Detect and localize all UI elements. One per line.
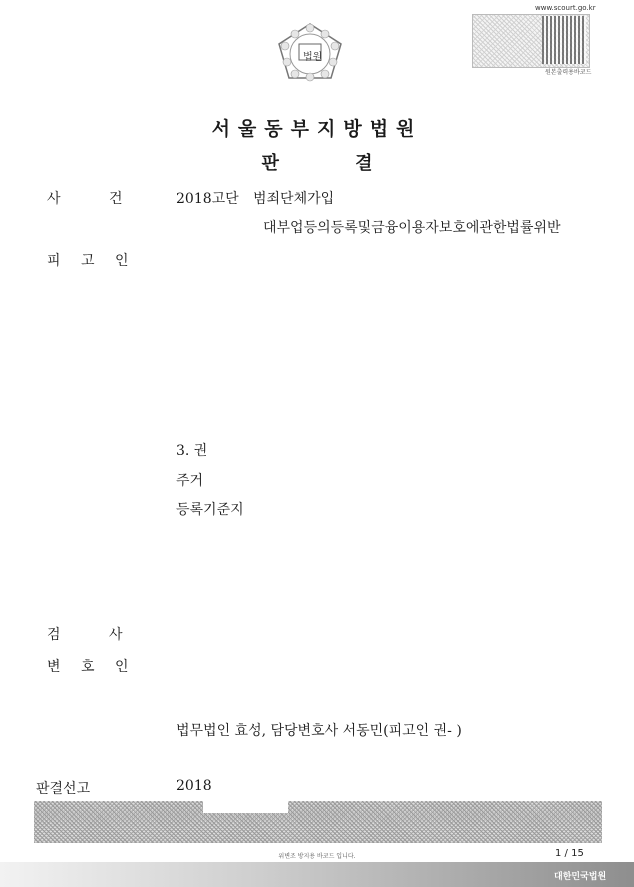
document-type: 판 결: [261, 153, 373, 174]
footer-org: 대한민국법원: [554, 872, 607, 882]
prosecutor-label: 검 사: [47, 627, 123, 643]
charge-1: 범죄단체가입: [253, 191, 335, 207]
case-label: 사 건: [47, 191, 123, 207]
case-number: 2018고단: [176, 191, 239, 207]
counsel-value: 법무법인 효성, 담당변호사 서동민(피고인 권- ): [176, 723, 462, 739]
qr-code-icon: [542, 16, 586, 64]
anti-forgery-barcode: [34, 801, 602, 843]
verdict-date-label: 판결선고: [36, 781, 91, 797]
defendant-address: 주거: [176, 473, 204, 489]
seal-text: 법원: [303, 52, 323, 63]
barcode-note: 위변조 방지용 바코드 입니다.: [278, 853, 356, 860]
charge-2: 대부업등의등록및금융이용자보호에관한법률위반: [263, 220, 561, 236]
page-number: 1 / 15: [555, 848, 584, 859]
barcode-caption: 원본출력용바코드: [545, 69, 592, 76]
footer-band: [0, 862, 634, 887]
defendant-name: 3. 권: [176, 443, 208, 459]
defendant-registered-address: 등록기준지: [176, 502, 244, 518]
verdict-date: 2018: [176, 778, 212, 794]
counsel-label: 변 호 인: [47, 659, 129, 675]
court-name: 서울동부지방법원: [211, 118, 423, 140]
defendant-label: 피 고 인: [47, 253, 129, 269]
court-url: www.scourt.go.kr: [535, 4, 596, 12]
barcode-gap: [203, 801, 288, 813]
